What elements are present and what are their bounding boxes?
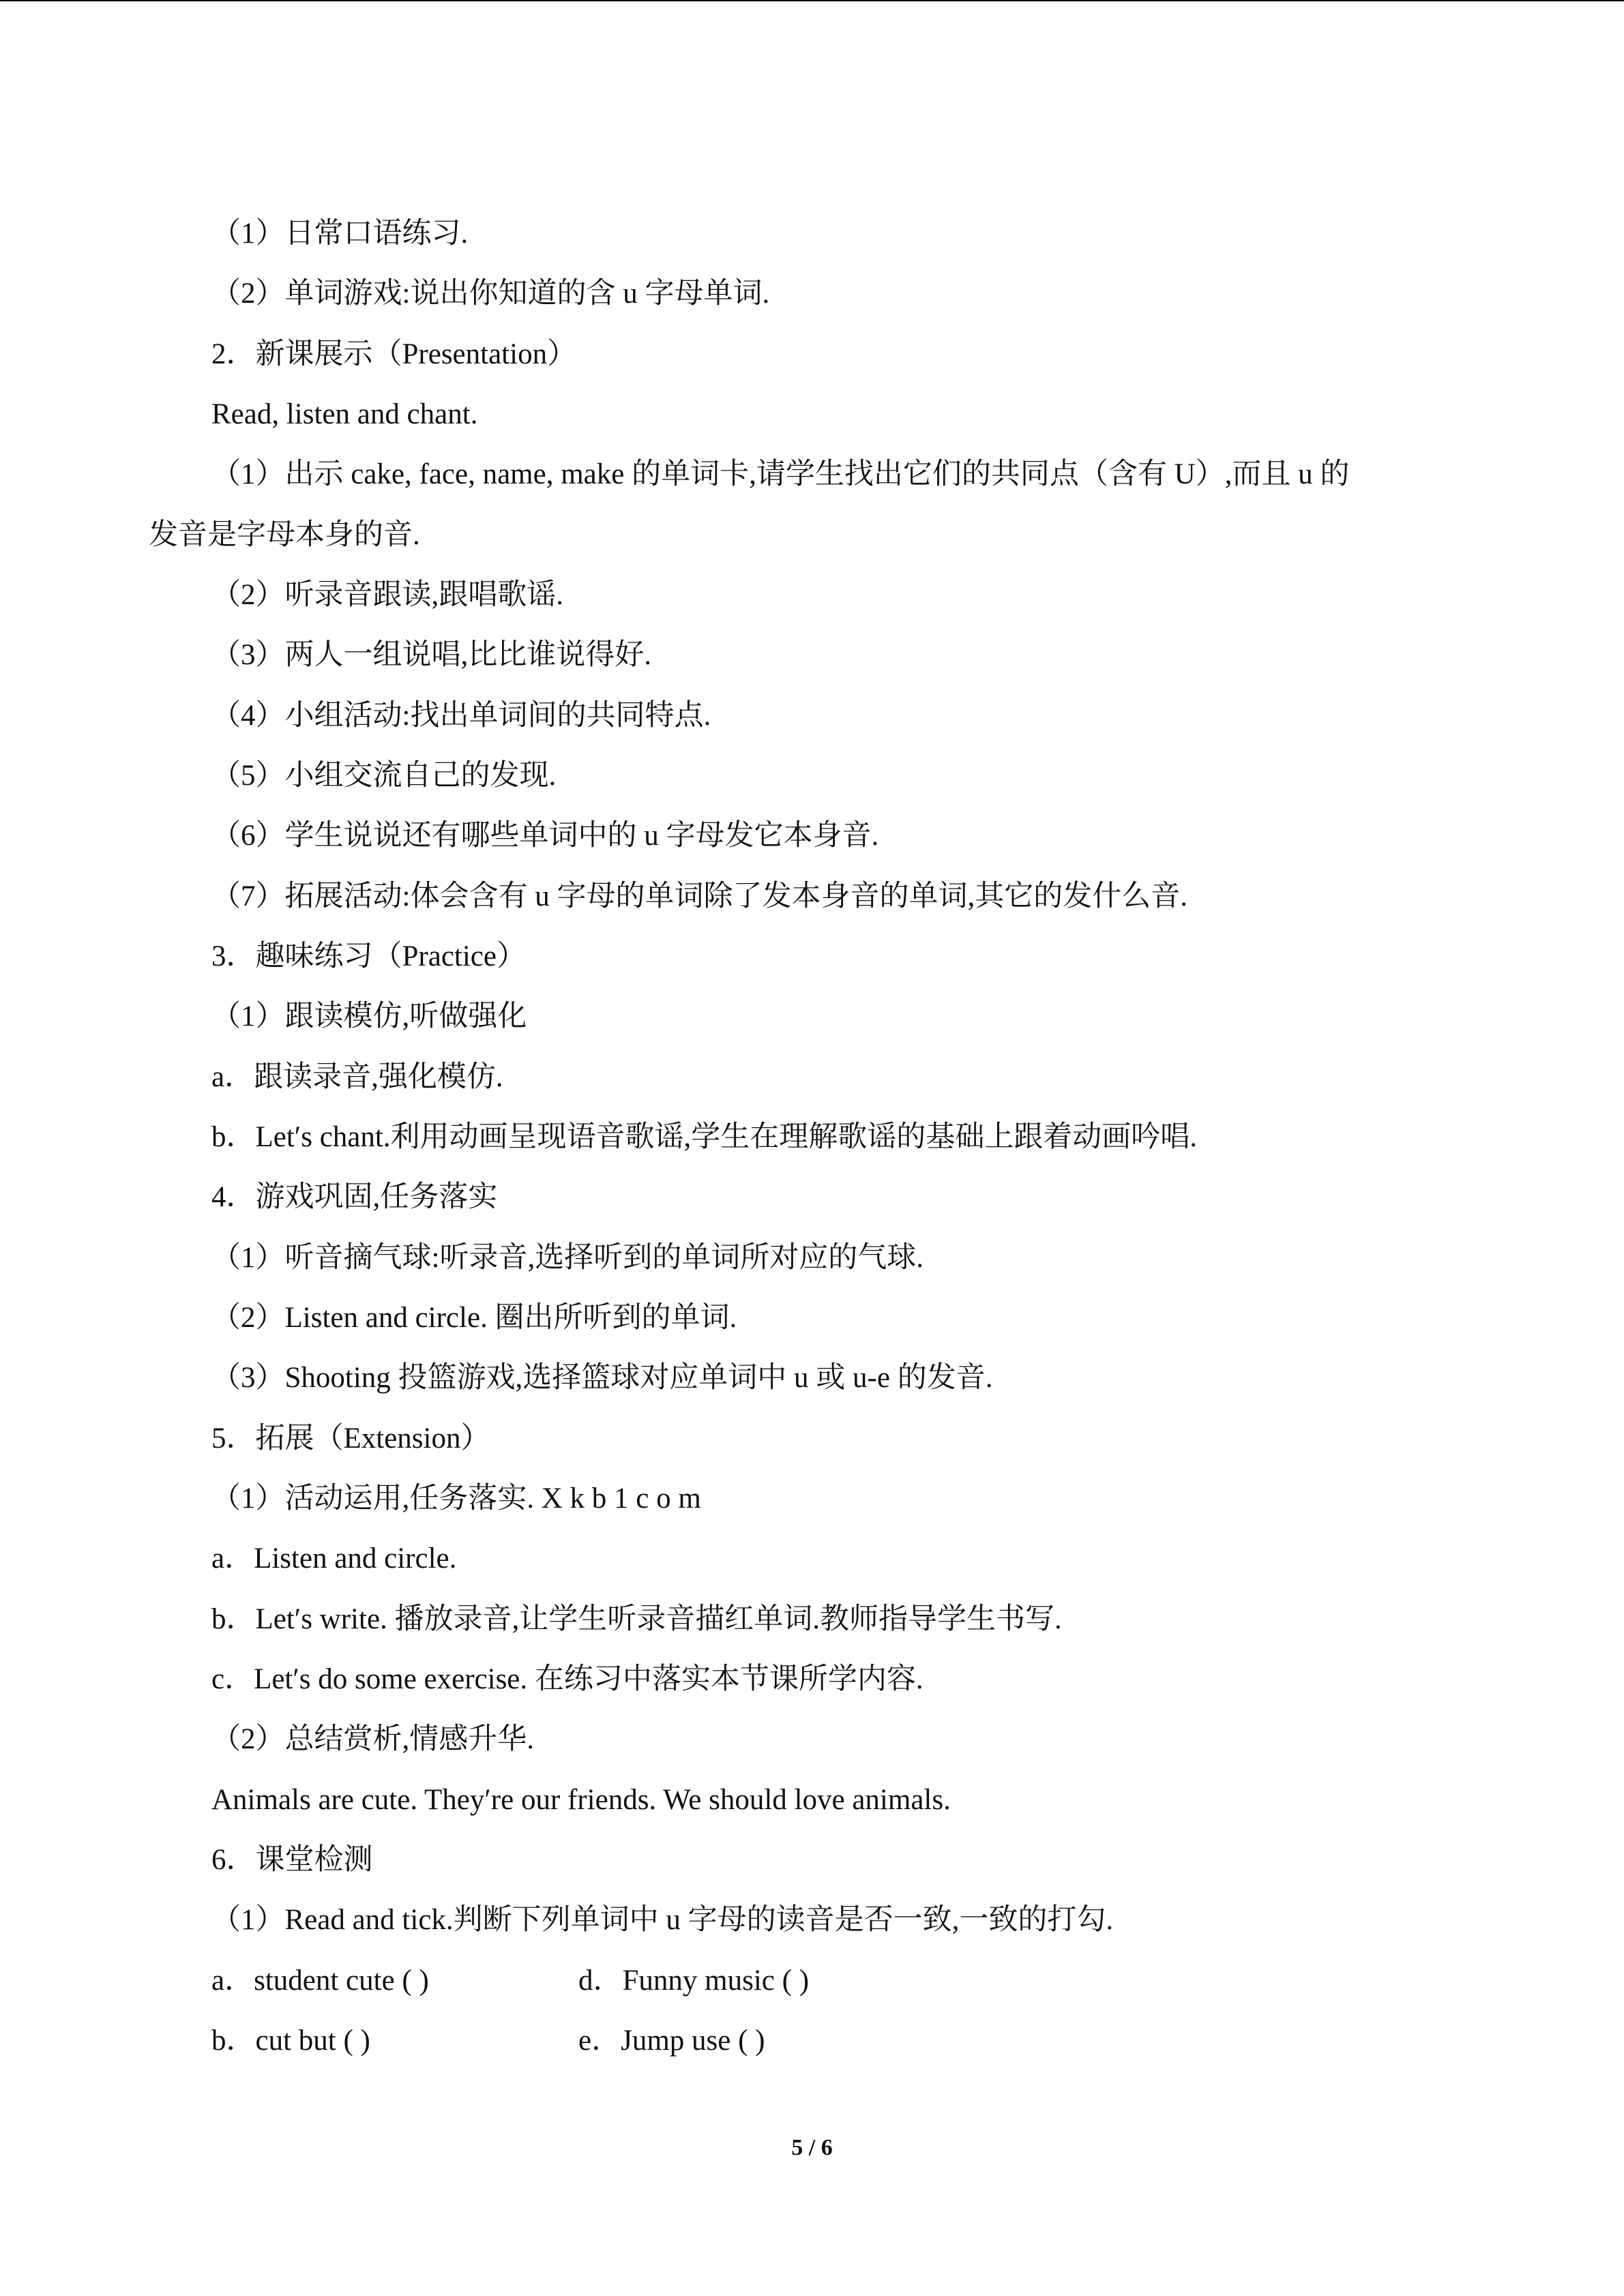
exercise-item-a: a．student cute ( ) xyxy=(211,1965,429,1997)
text-line: （3）两人一组说唱,比比谁说得好. xyxy=(211,639,651,671)
text-line: （7）拓展活动:体会含有 u 字母的单词除了发本身音的单词,其它的发什么音. xyxy=(211,880,1187,912)
text-line: a．跟读录音,强化模仿. xyxy=(211,1061,503,1093)
text-line: b．Let′s write. 播放录音,让学生听录音描红单词.教师指导学生书写. xyxy=(211,1603,1062,1635)
text-line: （2）Listen and circle. 圈出所听到的单词. xyxy=(211,1302,737,1334)
exercise-item-d: d．Funny music ( ) xyxy=(578,1965,810,1997)
exercise-item-e: e．Jump use ( ) xyxy=(578,2025,765,2057)
text-line: a．Listen and circle. xyxy=(211,1542,457,1575)
text-line: （1）听音摘气球:听录音,选择听到的单词所对应的气球. xyxy=(211,1242,924,1274)
section-heading: 4．游戏巩固,任务落实 xyxy=(211,1181,498,1213)
text-line: b．Let′s chant.利用动画呈现语音歌谣,学生在理解歌谣的基础上跟着动画吟唱. xyxy=(211,1121,1198,1153)
text-line: （1）活动运用,任务落实. X k b 1 c o m xyxy=(211,1482,701,1515)
section-heading: 2．新课展示（Presentation） xyxy=(211,338,577,370)
text-line: （3）Shooting 投篮游戏,选择篮球对应单词中 u 或 u-e 的发音. xyxy=(211,1362,993,1394)
text-line: （2）单词游戏:说出你知道的含 u 字母单词. xyxy=(211,278,770,310)
section-heading: 3．趣味练习（Practice） xyxy=(211,940,526,972)
text-line: （1）出示 cake, face, name, make 的单词卡,请学生找出它们的共同点（含有 U）,而且 u 的 xyxy=(211,458,1350,490)
section-heading: 5．拓展（Extension） xyxy=(211,1422,490,1455)
text-line: （6）学生说说还有哪些单词中的 u 字母发它本身音. xyxy=(211,820,879,852)
text-line: 发音是字母本身的音. xyxy=(149,519,420,551)
top-border-rule xyxy=(0,0,1624,1)
text-line: （4）小组活动:找出单词间的共同特点. xyxy=(211,700,711,732)
exercise-item-b: b．cut but ( ) xyxy=(211,2025,370,2057)
text-line: Read, listen and chant. xyxy=(211,398,478,430)
text-line: （2）听录音跟读,跟唱歌谣. xyxy=(211,579,563,611)
text-line: （1）Read and tick.判断下列单词中 u 字母的读音是否一致,一致的打勾. xyxy=(211,1904,1114,1936)
section-heading: 6．课堂检测 xyxy=(211,1844,373,1876)
text-line: （2）总结赏析,情感升华. xyxy=(211,1723,534,1755)
text-line: Animals are cute. They′re our friends. We should love animals. xyxy=(211,1784,951,1816)
text-line: （1）跟读模仿,听做强化 xyxy=(211,1000,527,1032)
text-line: （5）小组交流自己的发现. xyxy=(211,760,557,792)
page-number: 5 / 6 xyxy=(791,2135,833,2160)
text-line: （1）日常口语练习. xyxy=(211,218,469,250)
text-line: c．Let′s do some exercise. 在练习中落实本节课所学内容. xyxy=(211,1663,924,1695)
